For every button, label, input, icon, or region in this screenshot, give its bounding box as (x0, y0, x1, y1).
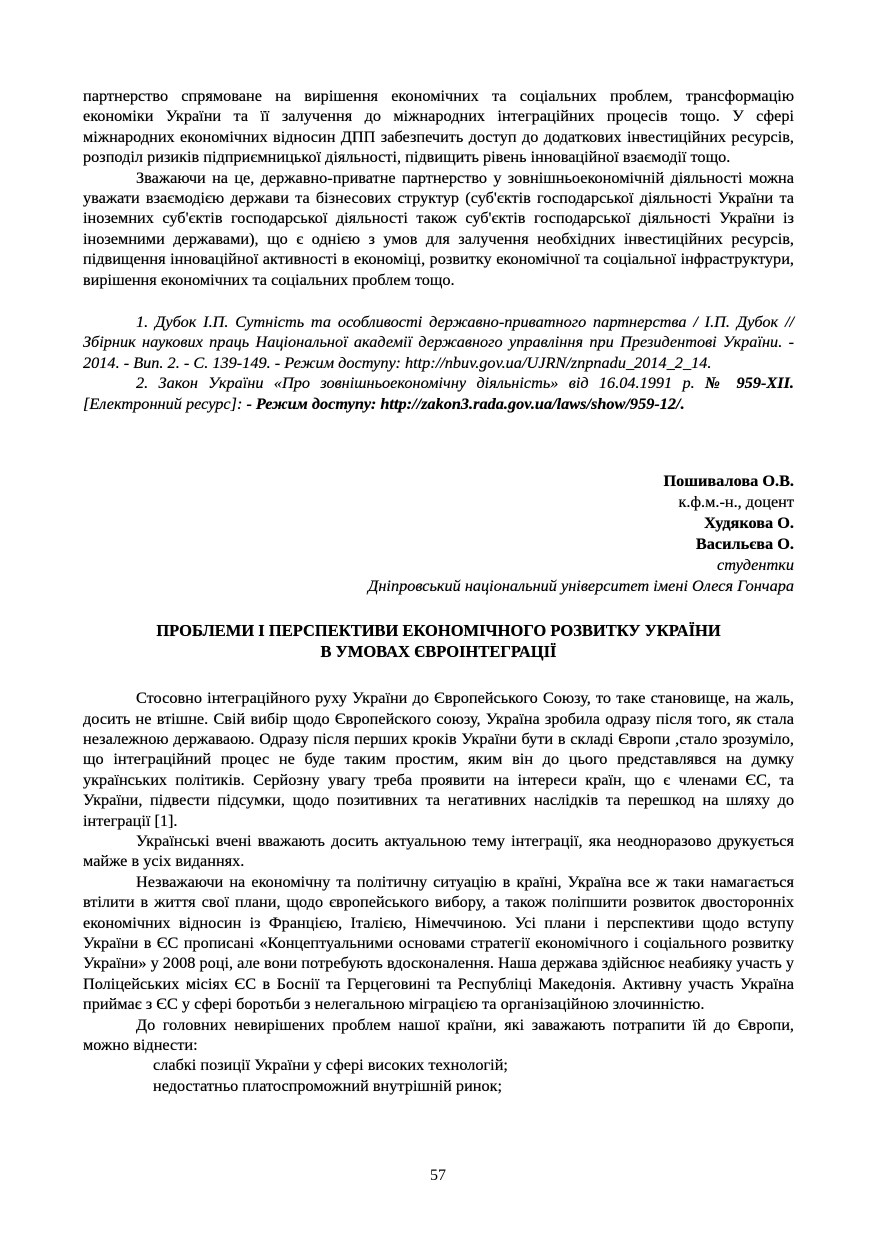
reference-1: 1. Дубок І.П. Сутність та особливості державно-приватного партнерства / І.П. Дубок // Збірник наукових праць Національної академії державного управління при Президентові України. - 2014. - Вип. 2. - С. 139-149. - Режим доступу: http://nbuv.gov.ua/UJRN/znpnadu_2014_2_14. (83, 312, 794, 372)
article-title-line-1: ПРОБЛЕМИ І ПЕРСПЕКТИВИ ЕКОНОМІЧНОГО РОЗВИТКУ УКРАЇНИ (156, 621, 721, 641)
author-block (83, 470, 794, 596)
author-name: Пошивалова О.В. (663, 471, 794, 491)
reference-2 (83, 373, 794, 414)
body-paragraph: Стосовно інтеграційного руху України до Європейського Союзу, то таке становище, на жаль, досить не втішне. Свій вибір щодо Європейского союзу, Україна зробила одразу після того, як стала незалежною державаою. Одразу після перших кроків України бути в складі Європи ,стало зрозуміло, що інтеграційний процес не буде таким простим, яким він до цього представлявся на думку українських політиків. Серйозну увагу треба проявити на інтереси країн, що є членами ЄС, та України, підвести підсумки, щодо позитивних та негативних наслідків та перешкод на шляху до інтеграції [1]. (83, 688, 794, 830)
university: Дніпровський національний університет імені Олеся Гончара (367, 576, 794, 596)
references (83, 312, 794, 414)
reference-2-law-number: № 959-XII. (705, 373, 794, 393)
body-paragraph: Українські вчені вважають досить актуальною тему інтеграції, яка неодноразово друкується майже в усіх виданнях. (83, 830, 794, 871)
students-label: студентки (716, 555, 794, 575)
author-name: Худякова О. (704, 513, 794, 533)
reference-2-resource: [Електронний ресурс]: (83, 393, 247, 413)
reference-2-text: 2. Закон України «Про зовнішньоекономічну діяльність» від 16.04.1991 р. (136, 373, 706, 393)
list-item: слабкі позиції України у сфері високих технологій; (153, 1055, 508, 1075)
author-name: Васильєва О. (695, 534, 794, 554)
article-title-line-2: В УМОВАХ ЄВРОІНТЕГРАЦІЇ (320, 641, 557, 661)
article-body (83, 688, 794, 1096)
document-page (83, 86, 794, 1096)
reference-2-link: - Режим доступу: http://zakon3.rada.gov.ua/laws/show/959-12/. (246, 393, 685, 413)
body-paragraph: Незважаючи на економічну та політичну ситуацію в країні, Україна все ж таки намагається втілити в життя свої плани, щодо європейського вибору, а також поліпшити розвиток двосторонніх економічних відносин із Францією, Італією, Німеччиною. Усі плани і перспективи щодо вступу України в ЄС прописані «Концептуальними основами стратегії економічного і соціального розвитку України» у 2008 році, але вони потребують вдосконалення. Наша держава здійснює неабияку участь у Поліцейських місіях ЄС в Боснії та Герцеговині та Республіці Македонія. Активну участь Україна приймає з ЄС у сфері боротьби з нелегальною міграцією та організаційною злочинністю. (83, 871, 794, 1014)
list-item: недостатньо платоспроможний внутрішній ринок; (153, 1075, 503, 1095)
intro-paragraph-1: партнерство спрямоване на вирішення економічних та соціальних проблем, трансформацію економіки України та її залучення до міжнародних інтеграційних процесів тощо. У сфері міжнародних економічних відносин ДПП забезпечить доступ до додаткових інвестиційних ресурсів, розподіл ризиків підприємницької діяльності, підвищить рівень інноваційної взаємодії тощо. (83, 86, 794, 167)
page-number: 57 (430, 1167, 446, 1184)
author-title: к.ф.м.-н., доцент (678, 492, 794, 512)
body-paragraph: До головних невирішених проблем нашої країни, які заважають потрапити їй до Європи, можно віднести: (83, 1014, 794, 1054)
intro-paragraph-2: Зважаючи на це, державно-приватне партнерство у зовнішньоекономічній діяльності можна уважати взаємодією держави та бізнесових структур (суб'єктів господарської діяльності України та іноземних суб'єктів господарської діяльності також суб'єктів господарської діяльності України із іноземними державами), що є однією з умов для залучення необхідних інвестиційних ресурсів, підвищення інноваційної активності в економіці, розвитку економічної та соціальної інфраструктури, вирішення економічних та соціальних проблем тощо. (83, 167, 794, 289)
article-title (83, 621, 794, 662)
